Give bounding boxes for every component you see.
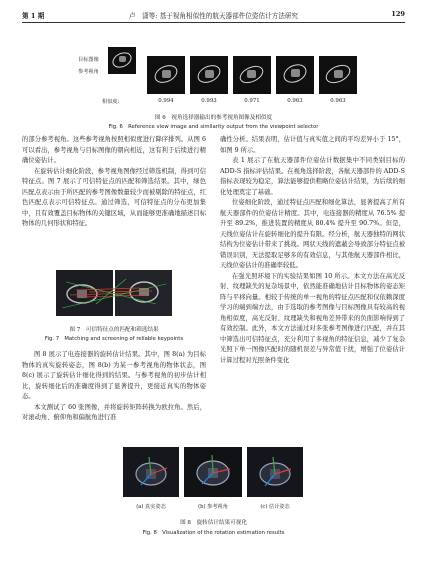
fig6-caption-cn: 图 6 视角选择器输出的参考视角图像及相似度 bbox=[154, 115, 273, 121]
left-paragraph-1: 的部分参考视角。这些参考视角按照相似度进行降序排列。从图 6 可以看出，参考视角与目标图像的朝向相近，这有利于后续进行精确位姿估计。 bbox=[22, 136, 206, 164]
fig6-reference-view-2 bbox=[190, 56, 228, 94]
fig7-caption-cn: 图 7 可信特征点的匹配和筛选结果 bbox=[69, 327, 159, 333]
fig6-row-labels bbox=[78, 56, 106, 77]
fig6-similarity-label: 相似度: bbox=[102, 99, 120, 105]
fig6-target-label: 目标图像 bbox=[78, 57, 99, 63]
fig7-keypoint-image bbox=[56, 270, 172, 316]
left-column-top bbox=[22, 135, 206, 230]
fig7-match-visualization bbox=[56, 270, 172, 316]
fig8-true-pose-image bbox=[123, 447, 179, 497]
fig6-target-image bbox=[108, 47, 136, 74]
fig6-reference-label: 参考视角 bbox=[78, 69, 99, 76]
fig6-score-5: 0.963 bbox=[330, 98, 346, 104]
fig6-reference-view-5 bbox=[319, 56, 357, 94]
fig6-score-1: 0.994 bbox=[158, 98, 174, 104]
fig6-reference-view-1 bbox=[147, 56, 185, 94]
journal-issue-label: 第 1 期 bbox=[22, 12, 45, 20]
fig8-sub-c: (c) 估计姿态 bbox=[260, 504, 290, 510]
running-title: 卢 潇等: 基于视角相似性的航天器部件位姿估计方法研究 bbox=[128, 12, 299, 20]
left-paragraph-3: 图 8 展示了电连接器的旋转估计结果。其中，图 8(a) 为目标物体的真实旋转姿态，图 8(b) 为某一参考视角的物体状态，图 8(c) 展示了旋转估计细化得到的结果。与参考视角的初步估计相比，旋转细化后的准确度得到了显著提升，更接近真实的物体姿态。 bbox=[22, 351, 206, 400]
header-rule bbox=[22, 22, 405, 23]
fig7-caption-en: Fig. 7 Matching and screening of reliable keypoints bbox=[44, 336, 184, 342]
fig6-reference-view-4 bbox=[276, 56, 314, 94]
right-column bbox=[220, 135, 405, 366]
fig8-reference-view-image bbox=[184, 447, 242, 497]
page-number: 129 bbox=[391, 10, 405, 18]
fig8-estimated-pose-image bbox=[247, 447, 303, 497]
right-paragraph-1: 确性分析。结果表明，估计值与真实值之间的平均差异小于 15°，如图 9 所示。 bbox=[220, 136, 405, 154]
right-paragraph-2: 表 1 展示了在航天器部件位姿估计数据集中不同类别目标的 ADD-S 指标评估结果。在视角选择阶段，各航天器部件的 ADD-S 指标表现较为稳定，算法能够提供粗略位姿估计结果，为后续的细化处理奠定了基础。 bbox=[220, 157, 405, 196]
fig6-score-4: 0.963 bbox=[287, 98, 303, 104]
fig6-caption-en: Fig. 6 Reference view image and similarity output from the viewpoint selector bbox=[108, 124, 319, 130]
fig6-score-3: 0.971 bbox=[244, 98, 260, 104]
left-column-bottom bbox=[22, 350, 206, 424]
fig8-sub-b: (b) 参考视角 bbox=[198, 504, 228, 510]
right-paragraph-3: 位姿细化阶段，通过特征点匹配和细化算法，显著提高了所有航天器部件的位姿估计精度。其中，电连接器的精度从 76.5% 提升至 89.2%，推进装置的精度从 80.4% 提升至 90.7%。但是，天线位姿估计在旋转细化的提升有限。经分析，航天器独特的网状结构为位姿估计带来了挑战。网状天线的遮蔽会导致部分特征点被错误识别，无法提取足够多的有效信息，与其他航天器部件相比，天线位姿估计的准确率较低。 bbox=[220, 199, 405, 269]
fig6-score-2: 0.993 bbox=[201, 98, 217, 104]
fig8-caption-en: Fig. 8 Visualization of the rotation estimation results bbox=[142, 530, 285, 536]
fig8-sub-a: (a) 真实姿态 bbox=[136, 504, 166, 510]
left-paragraph-4: 本文测试了 60 张图像，并将旋转矩阵转换为欧拉角。然后，对滚动角、俯仰角和偏航角进行准 bbox=[22, 403, 206, 421]
left-paragraph-2: 在旋转估计细化阶段，参考视角图像经过筛选机制，得到可信特征点。图 7 展示了可信特征点的匹配和筛选结果。其中，绿色匹配点表示由于所匹配的参考图像数量较少而被剔除的特征点，红色匹配点表示可信特征点。通过筛选，可信特征点的分布更加集中，且有效覆盖目标物体的关键区域，从而能够更准确地描述目标物体的几何形状和特征。 bbox=[22, 167, 206, 227]
right-paragraph-4: 在强光照环境下的实验结果如图 10 所示。本文方法在高光反射、纹理缺失的复杂场景中，依然能准确地估计目标物体的姿态矩阵与平移向量。相较于传统的单一视角的特征点匹配和仅依赖深度学习的端到端方法，由于选取的参考图像与目标图像具有较高的视角相似度，高光反射、纹理缺失和视角差异带来的负面影响得到了有效控制。此外，本文方法通过对多张参考图像进行匹配，并在其中筛选出可信特征点，充分利用了多视角的特征信息，减少了复杂光照下单一图像匹配时的随机误差与异常值干扰，增强了位姿估计计算过程对光照条件变化 bbox=[220, 272, 405, 364]
fig8-caption-cn: 图 8 旋转估计结果可视化 bbox=[180, 520, 247, 526]
fig6-reference-view-3 bbox=[233, 56, 271, 94]
